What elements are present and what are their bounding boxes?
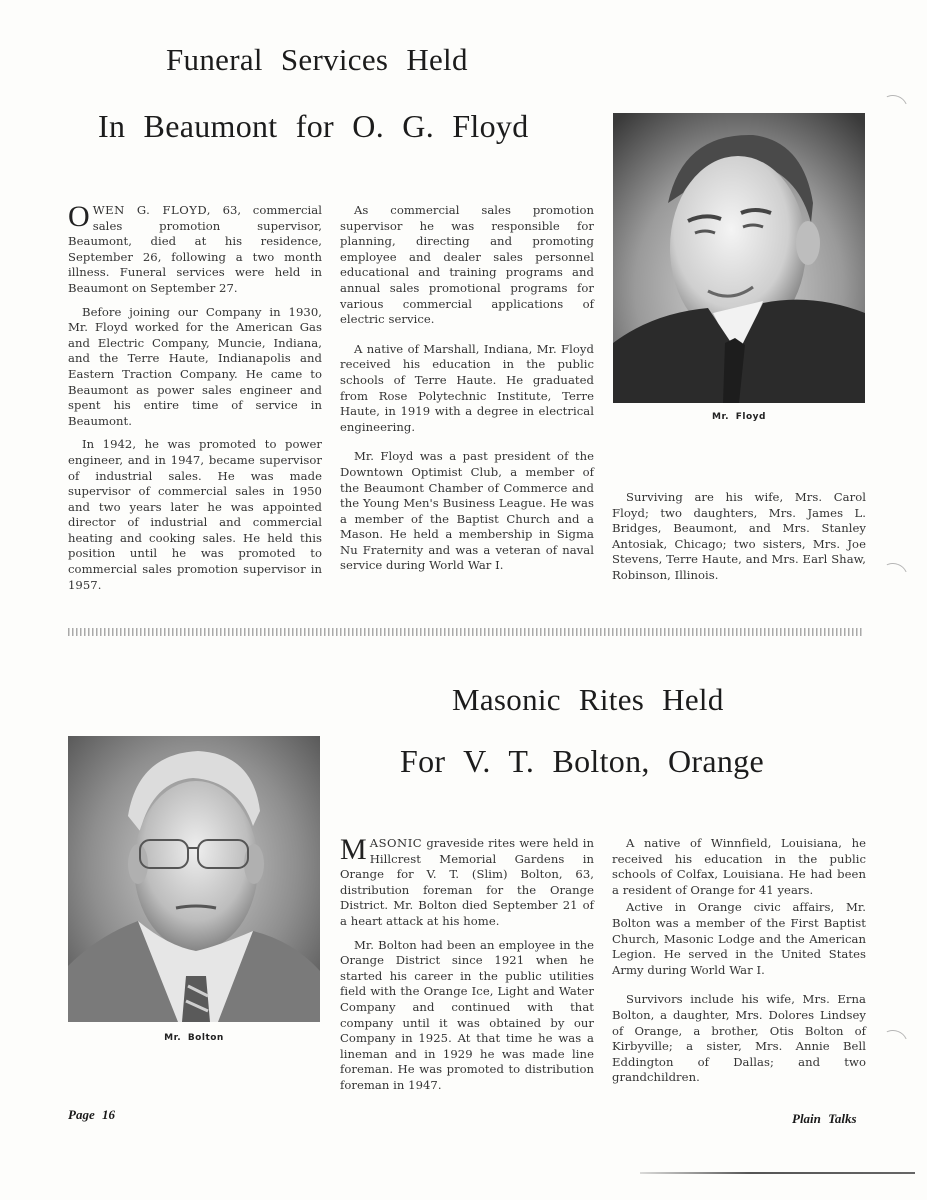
article2-lead-caps: ASONIC [369, 836, 423, 850]
bottom-rule [640, 1172, 915, 1174]
article1-paragraph: Mr. Floyd was a past president of the Downtown Optimist Club, a member of the Beaumont Chamber of Commerce and the Young Men's Business League. He was a member of the Baptist Church and a Mason. He held a membership in Sigma Nu Fraternity and was a veteran of naval service during World War I. [340, 449, 594, 573]
article2-column-2 [612, 836, 866, 1094]
article2-paragraph: Active in Orange civic affairs, Mr. Bolton was a member of the First Baptist Church, Masonic Lodge and the American Legion. He served in the United States Army during World War I. [612, 900, 866, 977]
article1-lead-paragraph [68, 200, 322, 297]
article1-column-3 [612, 490, 866, 592]
article2-lead-paragraph [340, 833, 594, 930]
article1-paragraph: In 1942, he was promoted to power engineer, and in 1947, became supervisor of industrial sales. He was made supervisor of commercial sales in 1950 and two years later he was appointed director of industrial and commercial heating and cooking sales. He held this position until he was promoted to commercial sales promotion supervisor in 1957. [68, 437, 322, 592]
floyd-portrait-photo [613, 113, 865, 403]
article1-paragraph: Before joining our Company in 1930, Mr. Floyd worked for the American Gas and Electric Company, Muncie, Indiana, and the Terre Haute, Indianapolis and Eastern Traction Company. He came to Beaumont as power sales engineer and spent his entire time of service in Beaumont. [68, 304, 322, 428]
article1-paragraph: A native of Marshall, Indiana, Mr. Floyd received his education in the public schools of Terre Haute. He graduated from Rose Polytechnic Institute, Terre Haute, in 1919 with a degree in electrical engineering. [340, 341, 594, 434]
article1-paragraph: As commercial sales promotion supervisor he was responsible for planning, directing and promoting employee and dealer sales personnel educational and training programs and annual sales promotional programs for various commercial applications of electric service. [340, 203, 594, 327]
floyd-photo-caption: Mr. Floyd [712, 412, 766, 422]
section-divider [68, 628, 863, 636]
article1-paragraph: Surviving are his wife, Mrs. Carol Floyd; two daughters, Mrs. James L. Bridges, Beaumont, and Mrs. Stanley Antosiak, Chicago; two sisters, Mrs. Joe Stevens, Terre Haute, and Mrs. Earl Shaw, Robinson, Illinois. [612, 490, 866, 582]
binder-hole-mark [874, 1026, 912, 1064]
article2-headline-line2: For V. T. Bolton, Orange [400, 743, 764, 779]
article2-column-1 [340, 833, 594, 1102]
article2-paragraph: Mr. Bolton had been an employee in the Orange District since 1921 when he started his career in the public utilities field with the Orange Ice, Light and Water Company and continued with that company until it was obtained by our Company in 1925. At that time he was a lineman and in 1929 he was made line foreman. He was promoted to distribution foreman in 1947. [340, 937, 594, 1092]
article2-paragraph: Survivors include his wife, Mrs. Erna Bolton, a daughter, Mrs. Dolores Lindsey of Orange, a brother, Otis Bolton of Kirbyville; a sister, Mrs. Annie Bell Eddington of Dallas; and two grandchildren. [612, 992, 866, 1085]
article2-headline-line1: Masonic Rites Held [452, 682, 724, 717]
article1-lead-caps: WEN G. FLOYD, [92, 203, 211, 217]
article2-paragraph: A native of Winnfield, Louisiana, he received his education in the public schools of Colfax, Louisiana. He had been a resident of Orange for 41 years. [612, 836, 866, 897]
article2-paragraph: graveside rites were held in Hillcrest Memorial Gardens in Orange for V. T. (Slim) Bolton, 63, distribution foreman for the Orange District. Mr. Bolton died September 21 of a heart attack at his home. [340, 836, 594, 928]
article1-paragraph: 63, commercial sales promotion supervisor, Beaumont, died at his residence, September 26, following a two month illness. Funeral services were held in Beaumont on September 27. [68, 203, 322, 295]
article1-column-1 [68, 200, 322, 601]
binder-hole-mark [874, 559, 912, 597]
article1-headline-line2: In Beaumont for O. G. Floyd [98, 108, 529, 144]
article1-headline-line1: Funeral Services Held [166, 42, 468, 77]
page-number: Page 16 [68, 1107, 115, 1122]
binder-hole-mark [874, 91, 912, 129]
article1-dropcap: O [68, 200, 90, 233]
publication-name: Plain Talks [792, 1111, 857, 1126]
bolton-portrait-photo [68, 736, 320, 1022]
article2-dropcap: M [340, 833, 367, 866]
bolton-photo-caption: Mr. Bolton [164, 1033, 224, 1043]
article1-column-2 [340, 203, 594, 582]
